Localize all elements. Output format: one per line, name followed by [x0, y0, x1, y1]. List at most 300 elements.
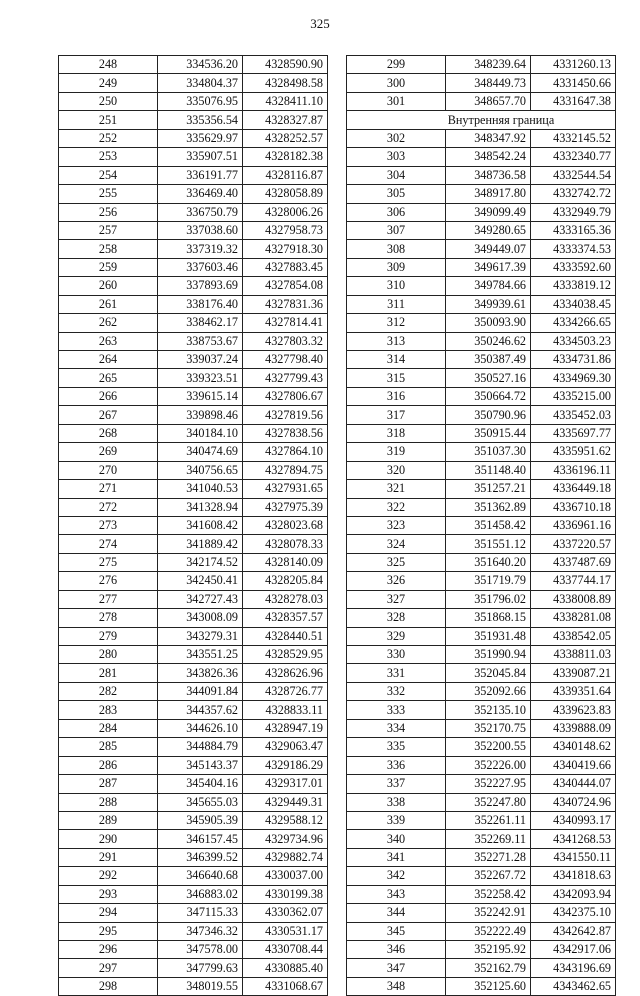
- point-number-cell: 304: [347, 166, 446, 184]
- x-coordinate-cell: 336191.77: [158, 166, 243, 184]
- y-coordinate-cell: 4337744.17: [531, 572, 616, 590]
- y-coordinate-cell: 4327814.41: [243, 314, 328, 332]
- table-row: [59, 516, 328, 534]
- point-number-cell: 289: [59, 811, 158, 829]
- point-number-cell: 274: [59, 535, 158, 553]
- y-coordinate-cell: 4340148.62: [531, 738, 616, 756]
- y-coordinate-cell: 4327819.56: [243, 406, 328, 424]
- y-coordinate-cell: 4340724.96: [531, 793, 616, 811]
- point-number-cell: 257: [59, 221, 158, 239]
- table-row: [59, 701, 328, 719]
- y-coordinate-cell: 4328498.58: [243, 74, 328, 92]
- point-number-cell: 346: [347, 941, 446, 959]
- x-coordinate-cell: 340184.10: [158, 424, 243, 442]
- coordinates-table-left: [58, 55, 328, 996]
- point-number-cell: 308: [347, 240, 446, 258]
- x-coordinate-cell: 348917.80: [446, 185, 531, 203]
- x-coordinate-cell: 338462.17: [158, 314, 243, 332]
- x-coordinate-cell: 349280.65: [446, 221, 531, 239]
- x-coordinate-cell: 345143.37: [158, 756, 243, 774]
- table-row: [347, 959, 616, 977]
- x-coordinate-cell: 348736.58: [446, 166, 531, 184]
- y-coordinate-cell: 4334969.30: [531, 369, 616, 387]
- x-coordinate-cell: 351362.89: [446, 498, 531, 516]
- point-number-cell: 296: [59, 941, 158, 959]
- point-number-cell: 316: [347, 387, 446, 405]
- x-coordinate-cell: 347346.32: [158, 922, 243, 940]
- y-coordinate-cell: 4332340.77: [531, 148, 616, 166]
- x-coordinate-cell: 352247.80: [446, 793, 531, 811]
- y-coordinate-cell: 4332949.79: [531, 203, 616, 221]
- y-coordinate-cell: 4334038.45: [531, 295, 616, 313]
- table-row: [59, 941, 328, 959]
- x-coordinate-cell: 334804.37: [158, 74, 243, 92]
- x-coordinate-cell: 349617.39: [446, 258, 531, 276]
- point-number-cell: 267: [59, 406, 158, 424]
- point-number-cell: 342: [347, 867, 446, 885]
- point-number-cell: 328: [347, 609, 446, 627]
- x-coordinate-cell: 346640.68: [158, 867, 243, 885]
- point-number-cell: 325: [347, 553, 446, 571]
- table-row: [347, 535, 616, 553]
- x-coordinate-cell: 352135.10: [446, 701, 531, 719]
- x-coordinate-cell: 348542.24: [446, 148, 531, 166]
- x-coordinate-cell: 352222.49: [446, 922, 531, 940]
- point-number-cell: 327: [347, 590, 446, 608]
- x-coordinate-cell: 351796.02: [446, 590, 531, 608]
- y-coordinate-cell: 4328058.89: [243, 185, 328, 203]
- y-coordinate-cell: 4341550.11: [531, 848, 616, 866]
- y-coordinate-cell: 4327798.40: [243, 351, 328, 369]
- x-coordinate-cell: 349939.61: [446, 295, 531, 313]
- table-row: [59, 74, 328, 92]
- x-coordinate-cell: 337038.60: [158, 221, 243, 239]
- point-number-cell: 333: [347, 701, 446, 719]
- y-coordinate-cell: 4329449.31: [243, 793, 328, 811]
- table-row: [59, 682, 328, 700]
- table-row: [347, 277, 616, 295]
- table-row: [59, 590, 328, 608]
- x-coordinate-cell: 352092.66: [446, 682, 531, 700]
- point-number-cell: 306: [347, 203, 446, 221]
- x-coordinate-cell: 344626.10: [158, 719, 243, 737]
- table-row: [59, 922, 328, 940]
- table-row: [59, 166, 328, 184]
- point-number-cell: 313: [347, 332, 446, 350]
- x-coordinate-cell: 352195.92: [446, 941, 531, 959]
- point-number-cell: 309: [347, 258, 446, 276]
- table-row: [347, 830, 616, 848]
- y-coordinate-cell: 4343196.69: [531, 959, 616, 977]
- table-row: [59, 314, 328, 332]
- x-coordinate-cell: 352200.55: [446, 738, 531, 756]
- y-coordinate-cell: 4328327.87: [243, 111, 328, 129]
- y-coordinate-cell: 4332544.54: [531, 166, 616, 184]
- x-coordinate-cell: 348347.92: [446, 129, 531, 147]
- table-row: [59, 775, 328, 793]
- y-coordinate-cell: 4342093.94: [531, 885, 616, 903]
- x-coordinate-cell: 338176.40: [158, 295, 243, 313]
- table-row: [59, 609, 328, 627]
- point-number-cell: 332: [347, 682, 446, 700]
- coordinates-table-right: [346, 55, 616, 996]
- x-coordinate-cell: 340756.65: [158, 461, 243, 479]
- point-number-cell: 255: [59, 185, 158, 203]
- point-number-cell: 273: [59, 516, 158, 534]
- x-coordinate-cell: 349449.07: [446, 240, 531, 258]
- table-row: [347, 811, 616, 829]
- point-number-cell: 322: [347, 498, 446, 516]
- table-row: [347, 129, 616, 147]
- y-coordinate-cell: 4340419.66: [531, 756, 616, 774]
- y-coordinate-cell: 4329882.74: [243, 848, 328, 866]
- table-row: [347, 793, 616, 811]
- x-coordinate-cell: 352261.11: [446, 811, 531, 829]
- table-row: [347, 258, 616, 276]
- y-coordinate-cell: 4335697.77: [531, 424, 616, 442]
- x-coordinate-cell: 351931.48: [446, 627, 531, 645]
- y-coordinate-cell: 4329063.47: [243, 738, 328, 756]
- table-row: [59, 387, 328, 405]
- point-number-cell: 290: [59, 830, 158, 848]
- table-row: [59, 553, 328, 571]
- y-coordinate-cell: 4336449.18: [531, 480, 616, 498]
- y-coordinate-cell: 4335452.03: [531, 406, 616, 424]
- x-coordinate-cell: 350093.90: [446, 314, 531, 332]
- point-number-cell: 256: [59, 203, 158, 221]
- x-coordinate-cell: 343008.09: [158, 609, 243, 627]
- point-number-cell: 307: [347, 221, 446, 239]
- point-number-cell: 252: [59, 129, 158, 147]
- y-coordinate-cell: 4329186.29: [243, 756, 328, 774]
- point-number-cell: 272: [59, 498, 158, 516]
- point-number-cell: 265: [59, 369, 158, 387]
- y-coordinate-cell: 4327864.10: [243, 443, 328, 461]
- y-coordinate-cell: 4327806.67: [243, 387, 328, 405]
- y-coordinate-cell: 4327854.08: [243, 277, 328, 295]
- table-row: [347, 369, 616, 387]
- table-row: [347, 240, 616, 258]
- table-row: [347, 553, 616, 571]
- x-coordinate-cell: 343826.36: [158, 664, 243, 682]
- y-coordinate-cell: 4330037.00: [243, 867, 328, 885]
- table-row: [347, 498, 616, 516]
- y-coordinate-cell: 4335215.00: [531, 387, 616, 405]
- point-number-cell: 321: [347, 480, 446, 498]
- point-number-cell: 348: [347, 977, 446, 995]
- point-number-cell: 278: [59, 609, 158, 627]
- point-number-cell: 331: [347, 664, 446, 682]
- point-number-cell: 298: [59, 977, 158, 995]
- table-row: [59, 129, 328, 147]
- table-row: [59, 111, 328, 129]
- y-coordinate-cell: 4334503.23: [531, 332, 616, 350]
- x-coordinate-cell: 336469.40: [158, 185, 243, 203]
- point-number-cell: 344: [347, 904, 446, 922]
- y-coordinate-cell: 4338008.89: [531, 590, 616, 608]
- table-row: [59, 185, 328, 203]
- y-coordinate-cell: 4342917.06: [531, 941, 616, 959]
- section-row: [347, 111, 616, 129]
- x-coordinate-cell: 352170.75: [446, 719, 531, 737]
- x-coordinate-cell: 341040.53: [158, 480, 243, 498]
- x-coordinate-cell: 345655.03: [158, 793, 243, 811]
- x-coordinate-cell: 343551.25: [158, 646, 243, 664]
- x-coordinate-cell: 350387.49: [446, 351, 531, 369]
- point-number-cell: 271: [59, 480, 158, 498]
- point-number-cell: 335: [347, 738, 446, 756]
- table-row: [59, 627, 328, 645]
- table-row: [59, 572, 328, 590]
- y-coordinate-cell: 4327838.56: [243, 424, 328, 442]
- y-coordinate-cell: 4328078.33: [243, 535, 328, 553]
- table-row: [59, 959, 328, 977]
- table-row: [59, 221, 328, 239]
- x-coordinate-cell: 351148.40: [446, 461, 531, 479]
- y-coordinate-cell: 4328252.57: [243, 129, 328, 147]
- table-row: [347, 738, 616, 756]
- point-number-cell: 300: [347, 74, 446, 92]
- table-row: [347, 572, 616, 590]
- table-row: [347, 461, 616, 479]
- y-coordinate-cell: 4337487.69: [531, 553, 616, 571]
- table-row: [59, 867, 328, 885]
- x-coordinate-cell: 342450.41: [158, 572, 243, 590]
- table-row: [347, 590, 616, 608]
- point-number-cell: 338: [347, 793, 446, 811]
- x-coordinate-cell: 347578.00: [158, 941, 243, 959]
- y-coordinate-cell: 4328440.51: [243, 627, 328, 645]
- point-number-cell: 259: [59, 258, 158, 276]
- table-row: [347, 443, 616, 461]
- point-number-cell: 277: [59, 590, 158, 608]
- point-number-cell: 317: [347, 406, 446, 424]
- x-coordinate-cell: 352271.28: [446, 848, 531, 866]
- table-row: [347, 609, 616, 627]
- y-coordinate-cell: 4327894.75: [243, 461, 328, 479]
- y-coordinate-cell: 4338811.03: [531, 646, 616, 664]
- y-coordinate-cell: 4340993.17: [531, 811, 616, 829]
- point-number-cell: 314: [347, 351, 446, 369]
- table-row: [347, 295, 616, 313]
- x-coordinate-cell: 336750.79: [158, 203, 243, 221]
- x-coordinate-cell: 341328.94: [158, 498, 243, 516]
- y-coordinate-cell: 4328182.38: [243, 148, 328, 166]
- y-coordinate-cell: 4328006.26: [243, 203, 328, 221]
- y-coordinate-cell: 4331068.67: [243, 977, 328, 995]
- table-row: [347, 664, 616, 682]
- point-number-cell: 249: [59, 74, 158, 92]
- y-coordinate-cell: 4327975.39: [243, 498, 328, 516]
- table-row: [59, 830, 328, 848]
- point-number-cell: 280: [59, 646, 158, 664]
- point-number-cell: 315: [347, 369, 446, 387]
- point-number-cell: 258: [59, 240, 158, 258]
- table-row: [59, 498, 328, 516]
- table-row: [347, 185, 616, 203]
- page-number: 325: [310, 16, 330, 31]
- table-row: [347, 682, 616, 700]
- table-row: [59, 369, 328, 387]
- point-number-cell: 318: [347, 424, 446, 442]
- table-row: [59, 351, 328, 369]
- table-row: [59, 424, 328, 442]
- x-coordinate-cell: 351037.30: [446, 443, 531, 461]
- table-row: [59, 56, 328, 74]
- point-number-cell: 264: [59, 351, 158, 369]
- y-coordinate-cell: 4330199.38: [243, 885, 328, 903]
- point-number-cell: 311: [347, 295, 446, 313]
- point-number-cell: 248: [59, 56, 158, 74]
- x-coordinate-cell: 351719.79: [446, 572, 531, 590]
- y-coordinate-cell: 4327803.32: [243, 332, 328, 350]
- table-row: [59, 480, 328, 498]
- y-coordinate-cell: 4328626.96: [243, 664, 328, 682]
- y-coordinate-cell: 4328357.57: [243, 609, 328, 627]
- point-number-cell: 286: [59, 756, 158, 774]
- point-number-cell: 312: [347, 314, 446, 332]
- x-coordinate-cell: 352242.91: [446, 904, 531, 922]
- table-row: [59, 738, 328, 756]
- point-number-cell: 288: [59, 793, 158, 811]
- table-row: [347, 332, 616, 350]
- x-coordinate-cell: 351640.20: [446, 553, 531, 571]
- y-coordinate-cell: 4341268.53: [531, 830, 616, 848]
- y-coordinate-cell: 4328116.87: [243, 166, 328, 184]
- point-number-cell: 297: [59, 959, 158, 977]
- point-number-cell: 329: [347, 627, 446, 645]
- x-coordinate-cell: 341889.42: [158, 535, 243, 553]
- y-coordinate-cell: 4330708.44: [243, 941, 328, 959]
- y-coordinate-cell: 4338542.05: [531, 627, 616, 645]
- point-number-cell: 292: [59, 867, 158, 885]
- y-coordinate-cell: 4328278.03: [243, 590, 328, 608]
- table-row: [347, 74, 616, 92]
- x-coordinate-cell: 352269.11: [446, 830, 531, 848]
- point-number-cell: 253: [59, 148, 158, 166]
- table-row: [59, 885, 328, 903]
- table-row: [59, 277, 328, 295]
- point-number-cell: 285: [59, 738, 158, 756]
- x-coordinate-cell: 342174.52: [158, 553, 243, 571]
- point-number-cell: 303: [347, 148, 446, 166]
- y-coordinate-cell: 4333374.53: [531, 240, 616, 258]
- table-row: [59, 977, 328, 995]
- point-number-cell: 263: [59, 332, 158, 350]
- x-coordinate-cell: 334536.20: [158, 56, 243, 74]
- table-row: [347, 221, 616, 239]
- table-row: [59, 461, 328, 479]
- table-row: [59, 295, 328, 313]
- point-number-cell: 251: [59, 111, 158, 129]
- x-coordinate-cell: 338753.67: [158, 332, 243, 350]
- x-coordinate-cell: 335356.54: [158, 111, 243, 129]
- table-row: [347, 701, 616, 719]
- y-coordinate-cell: 4336196.11: [531, 461, 616, 479]
- table-row: [347, 941, 616, 959]
- table-row: [59, 756, 328, 774]
- y-coordinate-cell: 4330885.40: [243, 959, 328, 977]
- point-number-cell: 270: [59, 461, 158, 479]
- x-coordinate-cell: 345905.39: [158, 811, 243, 829]
- y-coordinate-cell: 4328529.95: [243, 646, 328, 664]
- x-coordinate-cell: 342727.43: [158, 590, 243, 608]
- table-row: [347, 646, 616, 664]
- y-coordinate-cell: 4337220.57: [531, 535, 616, 553]
- point-number-cell: 254: [59, 166, 158, 184]
- y-coordinate-cell: 4328833.11: [243, 701, 328, 719]
- point-number-cell: 323: [347, 516, 446, 534]
- x-coordinate-cell: 352125.60: [446, 977, 531, 995]
- x-coordinate-cell: 343279.31: [158, 627, 243, 645]
- y-coordinate-cell: 4333819.12: [531, 277, 616, 295]
- x-coordinate-cell: 347799.63: [158, 959, 243, 977]
- point-number-cell: 293: [59, 885, 158, 903]
- table-row: [59, 793, 328, 811]
- x-coordinate-cell: 351257.21: [446, 480, 531, 498]
- table-row: [59, 332, 328, 350]
- x-coordinate-cell: 339615.14: [158, 387, 243, 405]
- x-coordinate-cell: 344884.79: [158, 738, 243, 756]
- point-number-cell: 320: [347, 461, 446, 479]
- x-coordinate-cell: 341608.42: [158, 516, 243, 534]
- x-coordinate-cell: 337893.69: [158, 277, 243, 295]
- y-coordinate-cell: 4328205.84: [243, 572, 328, 590]
- point-number-cell: 337: [347, 775, 446, 793]
- x-coordinate-cell: 335629.97: [158, 129, 243, 147]
- point-number-cell: 266: [59, 387, 158, 405]
- y-coordinate-cell: 4328140.09: [243, 553, 328, 571]
- table-row: [347, 351, 616, 369]
- x-coordinate-cell: 350664.72: [446, 387, 531, 405]
- y-coordinate-cell: 4334731.86: [531, 351, 616, 369]
- y-coordinate-cell: 4333165.36: [531, 221, 616, 239]
- point-number-cell: 275: [59, 553, 158, 571]
- table-row: [59, 535, 328, 553]
- y-coordinate-cell: 4328947.19: [243, 719, 328, 737]
- y-coordinate-cell: 4331647.38: [531, 92, 616, 110]
- y-coordinate-cell: 4332742.72: [531, 185, 616, 203]
- table-row: [347, 203, 616, 221]
- y-coordinate-cell: 4327883.45: [243, 258, 328, 276]
- y-coordinate-cell: 4328411.10: [243, 92, 328, 110]
- x-coordinate-cell: 337319.32: [158, 240, 243, 258]
- y-coordinate-cell: 4339351.64: [531, 682, 616, 700]
- y-coordinate-cell: 4329317.01: [243, 775, 328, 793]
- x-coordinate-cell: 344357.62: [158, 701, 243, 719]
- point-number-cell: 301: [347, 92, 446, 110]
- y-coordinate-cell: 4331260.13: [531, 56, 616, 74]
- y-coordinate-cell: 4327831.36: [243, 295, 328, 313]
- point-number-cell: 291: [59, 848, 158, 866]
- point-number-cell: 261: [59, 295, 158, 313]
- table-row: [347, 314, 616, 332]
- y-coordinate-cell: 4330531.17: [243, 922, 328, 940]
- point-number-cell: 334: [347, 719, 446, 737]
- table-row: [59, 719, 328, 737]
- x-coordinate-cell: 339323.51: [158, 369, 243, 387]
- x-coordinate-cell: 350915.44: [446, 424, 531, 442]
- x-coordinate-cell: 352267.72: [446, 867, 531, 885]
- x-coordinate-cell: 337603.46: [158, 258, 243, 276]
- point-number-cell: 310: [347, 277, 446, 295]
- y-coordinate-cell: 4328023.68: [243, 516, 328, 534]
- point-number-cell: 281: [59, 664, 158, 682]
- y-coordinate-cell: 4327931.65: [243, 480, 328, 498]
- x-coordinate-cell: 351868.15: [446, 609, 531, 627]
- y-coordinate-cell: 4333592.60: [531, 258, 616, 276]
- x-coordinate-cell: 348019.55: [158, 977, 243, 995]
